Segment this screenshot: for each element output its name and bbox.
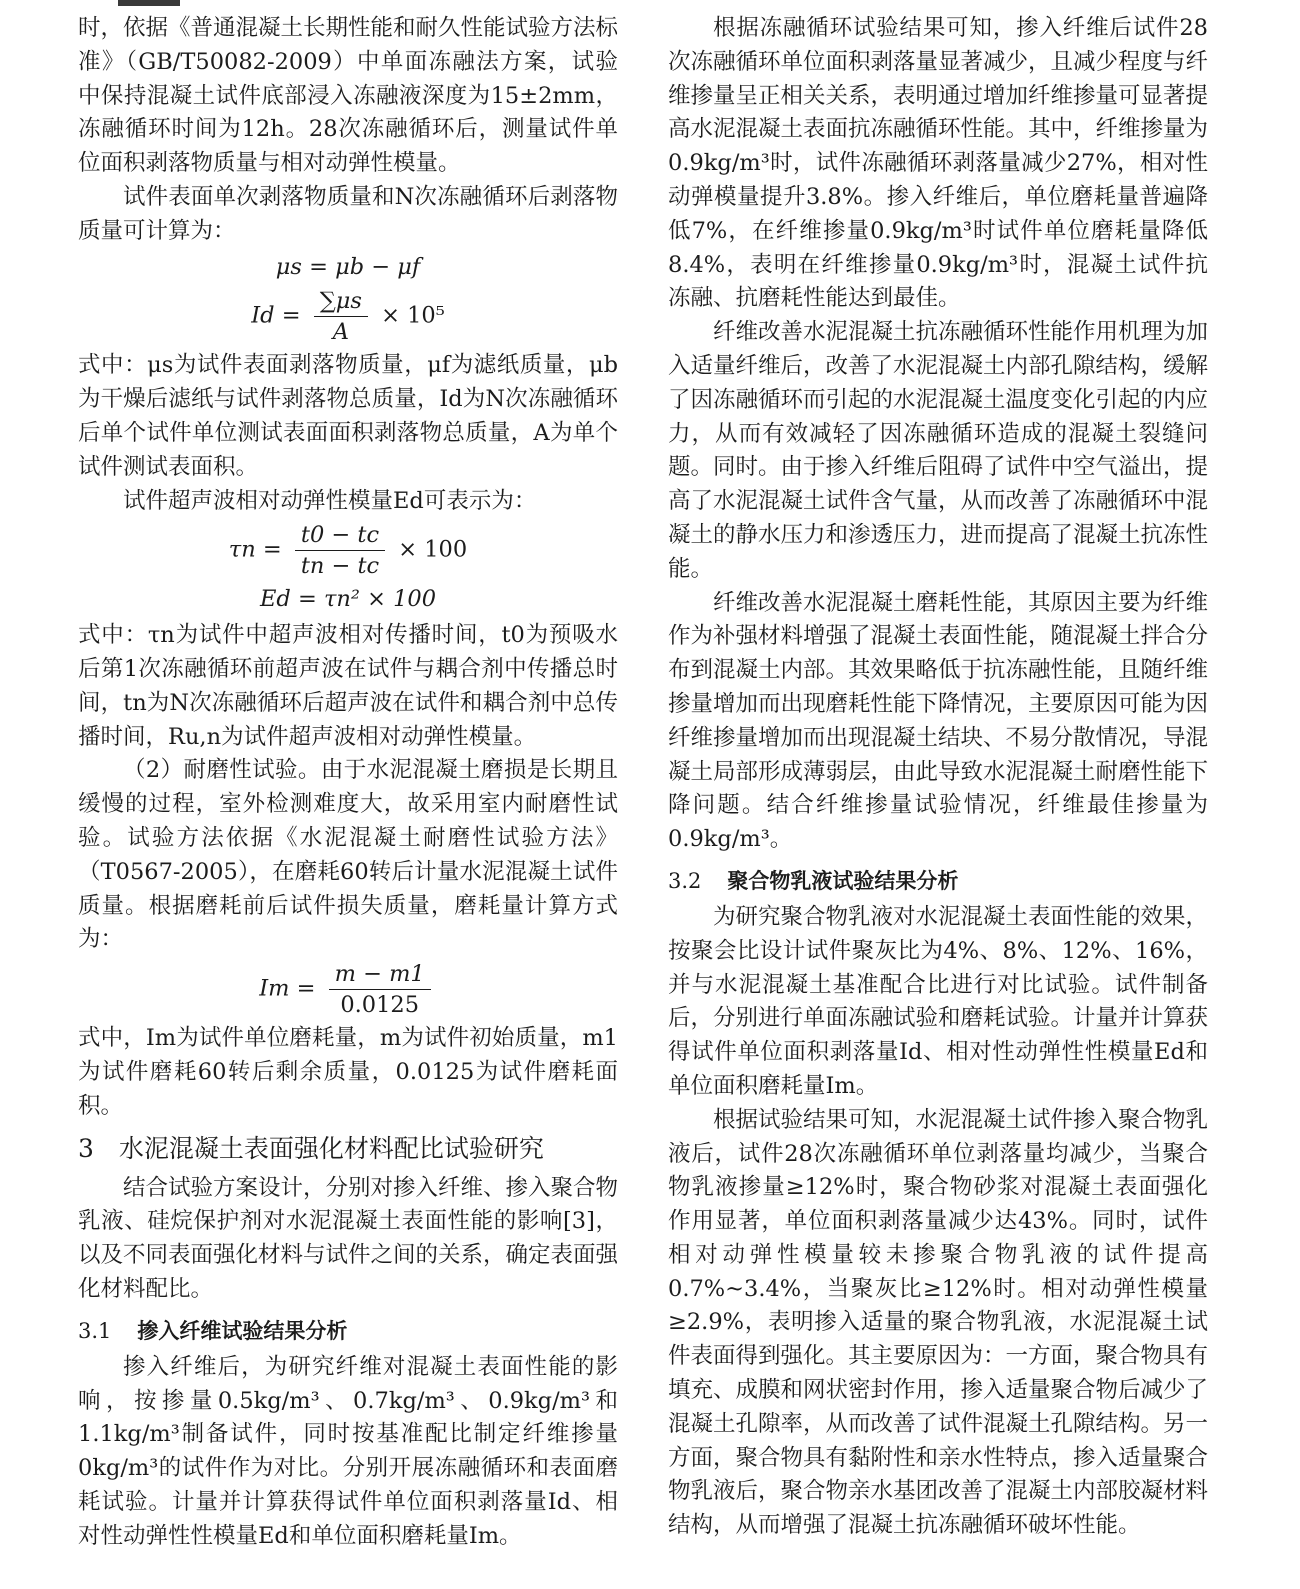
paragraph: 式中，Im为试件单位磨耗量，m为试件初始质量，m1为试件磨耗60转后剩余质量，0.0125为试件磨耗面积。 <box>78 1025 618 1119</box>
equation-relative-time <box>78 520 618 581</box>
header-rule <box>118 0 180 6</box>
paragraph: 结合试验方案设计，分别对掺入纤维、掺入聚合物乳液、硅烷保护剂对水泥混凝土表面性能的影响[3]，以及不同表面强化材料与试件之间的关系，确定表面强化材料配比。 <box>78 1174 619 1302</box>
equation-unit-spalling <box>78 286 618 347</box>
equation-lhs: τn = <box>228 536 282 563</box>
denominator: tn − tc <box>300 553 380 580</box>
paragraph: （2）耐磨性试验。由于水泥混凝土磨损是长期且缓慢的过程，室外检测难度大，故采用室内耐磨性试验。试验方法依据《水泥混凝土耐磨性试验方法》（T0567-2005），在磨耗60转后计量水泥混凝土试件质量。根据磨耗前后试件损失质量，磨耗量计算方式为： <box>78 757 618 953</box>
numerator: m − m1 <box>329 959 431 990</box>
fraction <box>295 520 385 581</box>
paragraph: 掺入纤维后，为研究纤维对混凝土表面性能的影响，按掺量0.5kg/m³、0.7kg/m³、0.9kg/m³和1.1kg/m³制备试件，同时按基准配比制定纤维掺量0kg/m³的试件作为对比。分别开展冻融循环和表面磨耗试验。计量并计算获得试件单位面积剥落量Id、相对性动弹性性模量Ed和单位面积磨耗量Im。 <box>78 1353 618 1549</box>
left-column <box>78 12 618 1553</box>
subsection-heading <box>78 1315 618 1347</box>
paragraph: 根据冻融循环试验结果可知，掺入纤维后试件28次冻融循环单位面积剥落量显著减少，且减少程度与纤维掺量呈正相关关系，表明通过增加纤维掺量可显著提高水泥混凝土表面抗冻融循环性能。其中，纤维掺量为0.9kg/m³时，试件冻融循环剥落量减少27%，相对性动弹模量提升3.8%。掺入纤维后，单位磨耗量普遍降低7%，在纤维掺量0.9kg/m³时试件单位磨耗量降低8.4%，表明在纤维掺量0.9kg/m³时，混凝土试件抗冻融、抗磨耗性能达到最佳。 <box>668 15 1209 312</box>
denominator: A <box>332 319 349 346</box>
paragraph: 为研究聚合物乳液对水泥混凝土表面性能的效果，按聚会比设计试件聚灰比为4%、8%、12%、16%，并与水泥混凝土基准配合比进行对比试验。试件制备后，分别进行单面冻融试验和磨耗试验。计量并计算获得试件单位面积剥落量Id、相对性动弹性性模量Ed和单位面积磨耗量Im。 <box>668 903 1209 1099</box>
paragraph: 式中：μs为试件表面剥落物质量，μf为滤纸质量，μb为干燥后滤纸与试件剥落物总质量，Id为N次冻融循环后单个试件单位测试表面面积剥落物总质量，A为单个试件测试表面积。 <box>78 352 618 480</box>
subsection-heading <box>668 865 1208 897</box>
paragraph: 试件表面单次剥落物质量和N次冻融循环后剥落物质量可计算为： <box>78 183 618 244</box>
subsection-number: 3.2 <box>668 868 702 893</box>
paragraph: 纤维改善水泥混凝土抗冻融循环性能作用机理为加入适量纤维后，改善了水泥混凝土内部孔隙结构，缓解了因冻融循环而引起的水泥混凝土温度变化引起的内应力，从而有效减轻了因冻融循环造成的混凝土裂缝问题。同时。由于掺入纤维后阻碍了试件中空气溢出，提高了水泥混凝土试件含气量，从而改善了冻融循环中混凝土的静水压力和渗透压力，进而提高了混凝土抗冻性能。 <box>668 319 1209 582</box>
numerator: t0 − tc <box>295 520 385 551</box>
equation-tail: × 10⁵ <box>381 302 445 329</box>
paragraph: 式中：τn为试件中超声波相对传播时间，t0为预吸水后第1次冻融循环前超声波在试件与耦合剂中传播总时间，tn为N次冻融循环后超声波在试件和耦合剂中总传播时间，Ru,n为试件超声波相对动弹性模量。 <box>78 622 618 750</box>
paragraph: 时，依据《普通混凝土长期性能和耐久性能试验方法标准》（GB/T50082-2009）中单面冻融法方案，试验中保持混凝土试件底部浸入冻融液深度为15±2mm，冻融循环时间为12h。28次冻融循环后，测量试件单位面积剥落物质量与相对动弹性模量。 <box>78 15 619 177</box>
fraction <box>314 286 368 347</box>
equation-spalling-mass <box>78 251 618 285</box>
subsection-title: 掺入纤维试验结果分析 <box>137 1318 348 1343</box>
paragraph: 试件超声波相对动弹性模量Ed可表示为： <box>123 487 537 514</box>
equation-dynamic-modulus <box>78 583 618 617</box>
numerator: ∑μs <box>314 286 368 317</box>
subsection-number: 3.1 <box>78 1318 112 1343</box>
equation-lhs: Im = <box>259 975 316 1002</box>
paragraph: 根据试验结果可知，水泥混凝土试件掺入聚合物乳液后，试件28次冻融循环单位剥落量均减少，当聚合物乳液掺量≥12%时，聚合物砂浆对混凝土表面强化作用显著，单位面积剥落量减少达43%。同时，试件相对动弹性模量较未掺聚合物乳液的试件提高0.7%~3.4%，当聚灰比≥12%时。相对动弹性模量≥2.9%，表明掺入适量的聚合物乳液，水泥混凝土试件表面得到强化。其主要原因为：一方面，聚合物具有填充、成膜和网状密封作用，掺入适量聚合物后减少了混凝土孔隙率，从而改善了试件混凝土孔隙结构。另一方面，聚合物具有黏附性和亲水性特点，掺入适量聚合物乳液后，聚合物亲水基团改善了混凝土内部胶凝材料结构，从而增强了混凝土抗冻融循环破坏性能。 <box>668 1106 1209 1539</box>
equation-abrasion <box>78 959 618 1020</box>
equation-tail: × 100 <box>398 536 468 563</box>
denominator: 0.0125 <box>340 992 420 1019</box>
subsection-title: 聚合物乳液试验结果分析 <box>727 868 959 893</box>
equation-text: Ed = τn² × 100 <box>259 586 437 613</box>
equation-lhs: Id = <box>251 302 301 329</box>
equation-text: μs = μb − μf <box>275 253 421 280</box>
right-column <box>668 12 1208 1543</box>
fraction <box>329 959 431 1020</box>
paragraph: 纤维改善水泥混凝土磨耗性能，其原因主要为纤维作为补强材料增强了混凝土表面性能，随混凝土拌合分布到混凝土内部。其效果略低于抗冻融性能，且随纤维掺量增加而出现磨耗性能下降情况，主要原因可能为因纤维掺量增加而出现混凝土结块、不易分散情况，导混凝土局部形成薄弱层，由此导致水泥混凝土耐磨性能下降问题。结合纤维掺量试验情况，纤维最佳掺量为0.9kg/m³。 <box>668 589 1209 853</box>
section-heading: 3 水泥混凝土表面强化材料配比试验研究 <box>78 1133 544 1163</box>
